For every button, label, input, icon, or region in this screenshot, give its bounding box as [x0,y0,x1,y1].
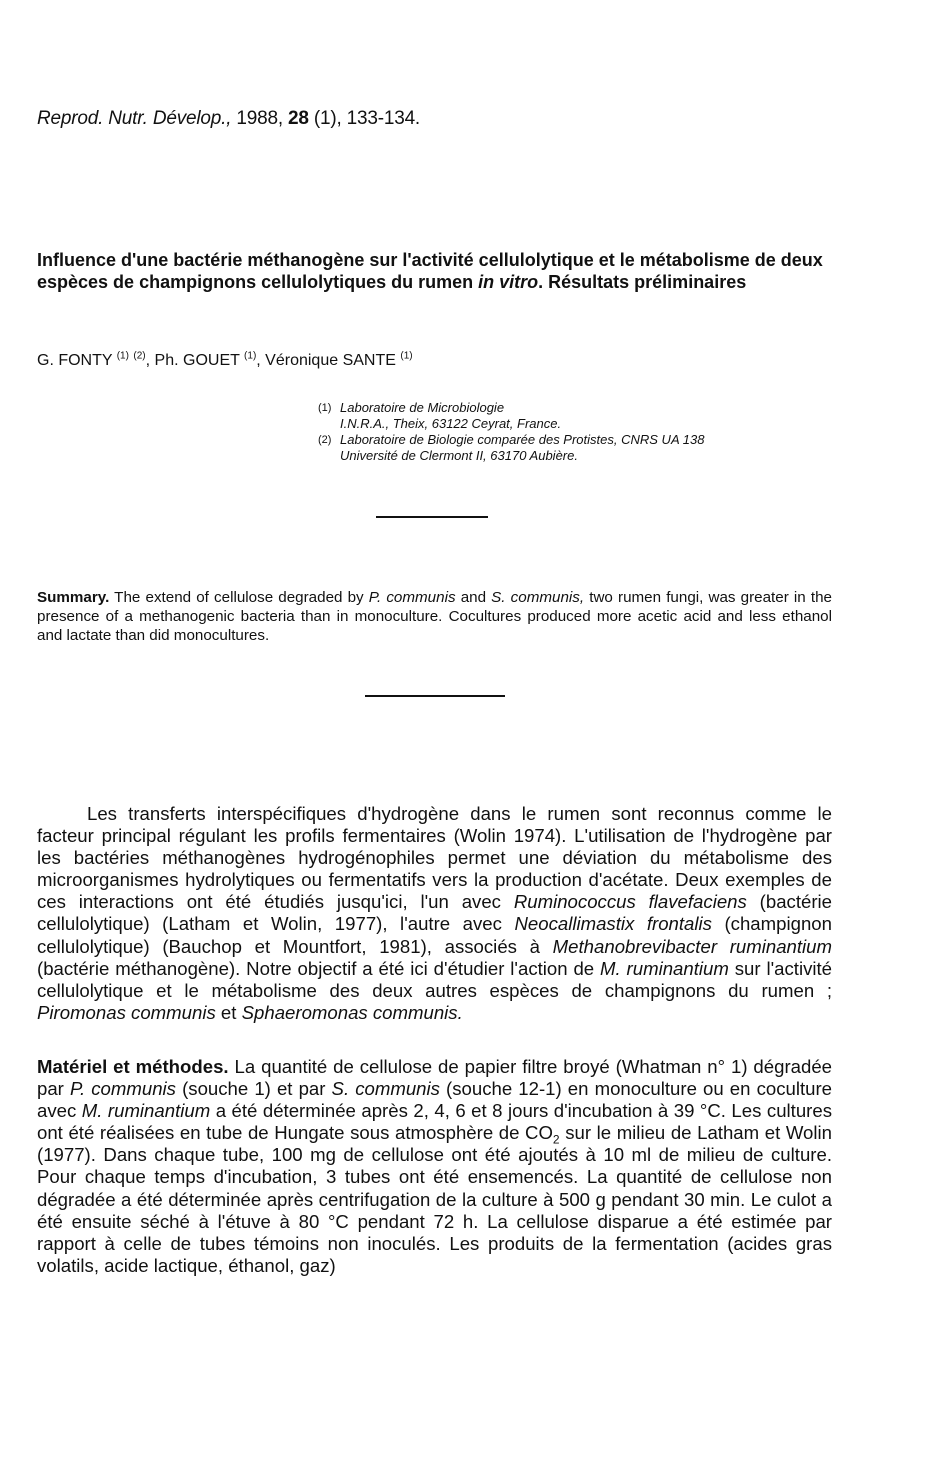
divider-rule [376,516,488,518]
species-name: S. communis [331,1078,440,1100]
journal-name: Reprod. Nutr. Dévelop., [37,108,232,129]
species-name: M. ruminantium [600,957,729,979]
body-text: a été déterminée après 2, 4, 6 et 8 jours d'incubation à 39 °C. Les cultures ont été réalisées en tube de Hungate sous atmosphère de CO [37,1100,832,1144]
summary-paragraph [37,588,832,645]
summary-text: and [455,589,492,606]
title-text: Influence d'une bactérie méthanogène sur l'activité cellulolytique et le métabolisme de deux espèces de champignons cellulolytiques du rumen [37,250,823,292]
species-name: Methanobrevibacter ruminantium [552,935,832,957]
affiliation-mark: (2) [318,434,332,446]
affiliation-marker: (2) [133,350,146,362]
species-name: P. communis [69,1078,176,1100]
journal-citation [37,108,420,130]
body-text: (souche 12-1) en monoculture ou en coculture avec [37,1078,833,1122]
body-text: (bactérie méthanogène). Notre objectif a été ici d'étudier l'action de [37,957,601,979]
affiliation-line: Université de Clermont II, 63170 Aubière. [340,448,578,463]
summary-text: The extend of cellulose degraded by [109,589,369,606]
affiliation-marker: (1) [244,350,257,362]
body-text: Les transferts interspécifiques d'hydrogène dans le rumen sont reconnus comme le facteur principal régulant les profils fermentaires (Wolin 1974). L'utilisation de l'hydrogène par les bactéries méthanogènes hydrogénophiles permet une déviation du métabolisme des microorganismes hydrolytiques ou fermentatifs vers la production d'acétate. Deux exemples de ces interactions ont été étudiés jusqu'ici, l'un avec [37,803,832,913]
journal-year: 1988, [231,108,289,129]
chemical-subscript: 2 [552,1133,560,1147]
section-label: Matériel et méthodes. [37,1056,229,1077]
body-text: et [215,1001,242,1023]
species-name: Neocallimastix frontalis [514,913,712,935]
body-text: sur l'activité cellulolytique et le métabolisme des deux autres espèces de champignons du rumen ; [37,957,833,1001]
affiliation-2 [318,432,704,464]
intro-paragraph [37,803,832,1024]
body-text: (champignon cellulolytique) (Bauchop et Mountfort, 1981), associés à [37,913,832,957]
species-name: Ruminococcus flavefaciens [513,891,747,913]
journal-issue-pages: (1), 133-134. [308,108,421,129]
title-italic: in vitro [478,272,539,292]
body-text: sur le milieu de Latham et Wolin (1977). Dans chaque tube, 100 mg de cellulose ont été ajoutés à 10 ml de milieu de culture. Pour chaque temps d'incubation, 3 tubes ont été ensemencés. La quantité de cellulose non dégradée a été déterminée après centrifugation de la culture à 500 g pendant 30 min. Le culot a été ensuite séché à l'étuve à 80 °C pendant 72 h. La cellulose disparue a été estimée par rapport à celle de tubes témoins non inoculés. Les produits de la fermentation (acides gras volatils, acide lactique, éthanol, gaz) [37,1122,832,1276]
author-name: , Véronique SANTE [256,352,401,369]
paper-title [37,249,837,293]
author-name: , Ph. GOUET [145,352,245,369]
affiliations [318,400,704,464]
affiliation-line: Laboratoire de Biologie comparée des Protistes, CNRS UA 138 [340,432,705,447]
journal-volume: 28 [288,108,309,129]
summary-label: Summary. [37,589,110,606]
body-text: La quantité de cellulose de papier filtre broyé (Whatman n° 1) dégradée par [37,1056,833,1100]
author-list [37,352,413,370]
summary-text: two rumen fungi, was greater in the presence of a methanogenic bacteria than in monoculture. Cocultures produced more acetic acid and less ethanol and lactate than did monocultures. [37,589,832,644]
affiliation-line: I.N.R.A., Theix, 63122 Ceyrat, France. [340,416,562,431]
species-name: Piromonas communis [37,1001,216,1023]
title-text-end: . Résultats préliminaires [538,272,747,292]
species-name: Sphaeromonas communis. [241,1001,463,1023]
affiliation-1 [318,400,704,432]
body-text: (souche 1) et par [175,1078,332,1100]
species-name: S. communis, [491,589,585,606]
body-text: (bactérie cellulolytique) (Latham et Wolin, 1977), l'autre avec [37,891,833,935]
species-name: M. ruminantium [81,1100,211,1122]
species-name: P. communis [368,589,456,606]
affiliation-marker: (1) [116,350,129,362]
author-name: G. FONTY [37,352,117,369]
affiliation-line: Laboratoire de Microbiologie [340,400,505,415]
affiliation-marker: (1) [400,350,413,362]
affiliation-mark: (1) [318,402,332,414]
divider-rule [365,695,505,697]
methods-paragraph [37,1056,832,1277]
